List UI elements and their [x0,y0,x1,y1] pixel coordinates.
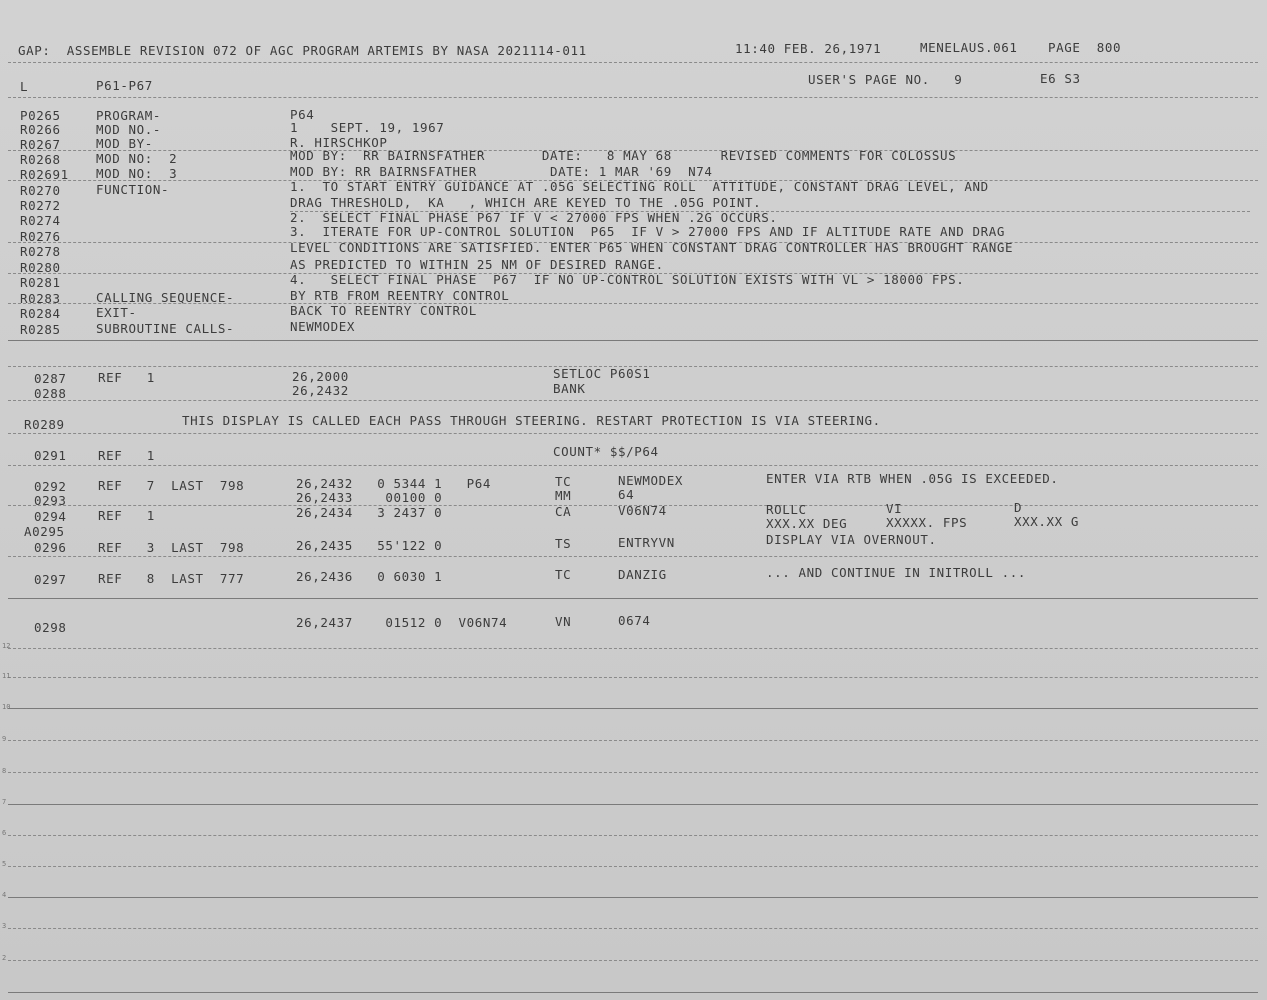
line-text: 1 SEPT. 19, 1967 [290,120,445,135]
code-opcode: CA [555,504,572,519]
line-id: R0285 [20,322,61,337]
line-id: R02691 [20,167,69,182]
divider [8,340,1258,341]
divider [8,465,1258,466]
ruled-line [8,835,1258,836]
code-comment: DISPLAY VIA OVERNOUT. [766,532,937,547]
code-line-id: 0294 [34,509,67,524]
ruled-line [8,804,1258,805]
line-text: R. HIRSCHKOP [290,135,388,150]
code-opcode: TS [555,536,572,551]
ruled-line [8,648,1258,649]
line-text: MOD BY: RR BAIRNSFATHER DATE: 8 MAY 68 REVISED COMMENTS FOR COLOSSUS [290,148,957,163]
line-label: MOD NO.- [96,122,162,137]
line-id: R0272 [20,198,61,213]
display-column-1: ROLLC [766,502,807,517]
code-line-id: 0287 [34,371,67,386]
line-id: R0276 [20,229,61,244]
line-id: R0284 [20,306,61,321]
display-column-1: XXX.XX DEG [766,516,848,531]
code-argument: ENTRYVN [618,535,675,550]
code-ref: REF 1 [98,370,155,385]
ruled-line [8,708,1258,709]
line-id: R0283 [20,291,61,306]
margin-mark: 9 [2,735,7,743]
code-opcode: MM [555,488,572,503]
line-text: P64 [290,107,315,122]
margin-mark: 5 [2,860,7,868]
margin-mark: 8 [2,767,7,775]
divider [8,433,1258,434]
line-text: LEVEL CONDITIONS ARE SATISFIED. ENTER P65 WHEN CONSTANT DRAG CONTROLLER HAS BROUGHT RANGE [290,240,1014,255]
ruled-line [8,866,1258,867]
code-opcode: VN [555,614,572,629]
margin-mark: 12 [2,642,11,650]
code-ref: REF 7 LAST 798 [98,478,245,493]
code-line-id: 0298 [34,620,67,635]
code-address: 26,2432 0 5344 1 P64 [296,476,492,491]
code-address: 26,2000 [292,369,349,384]
code-opcode: TC [555,567,572,582]
display-column-3: D [1014,500,1023,515]
divider [8,598,1258,599]
code-line-id: R0289 [24,417,65,432]
code-line-id: 0296 [34,540,67,555]
line-id: R0267 [20,137,61,152]
code-line-id: 0292 [34,479,67,494]
ruled-line [8,897,1258,898]
ruled-line [8,772,1258,773]
code-address: 26,2434 3 2437 0 [296,505,443,520]
line-id: R0278 [20,244,61,259]
code-address: 26,2436 0 6030 1 [296,569,443,584]
code-ref: REF 8 LAST 777 [98,571,245,586]
margin-mark: 7 [2,798,7,806]
margin-mark: 10 [2,703,11,711]
line-label: SUBROUTINE CALLS- [96,321,235,336]
code-line-id: 0297 [34,572,67,587]
divider [8,400,1258,401]
line-text: 3. ITERATE FOR UP-CONTROL SOLUTION P65 IF V > 27000 FPS AND IF ALTITUDE RATE AND DRAG [290,224,1006,239]
code-operation: SETLOC P60S1 [553,366,651,381]
code-address: 26,2433 00100 0 [296,490,443,505]
ruled-line [8,740,1258,741]
line-text: 2. SELECT FINAL PHASE P67 IF V < 27000 FPS WHEN .2G OCCURS. [290,210,778,225]
header-title: GAP: ASSEMBLE REVISION 072 OF AGC PROGRAM ARTEMIS BY NASA 2021114-011 [18,43,587,58]
header-timestamp: 11:40 FEB. 26,1971 [735,41,882,56]
divider [8,62,1258,63]
code-address: 26,2435 55'122 0 [296,538,443,553]
code-argument: 64 [618,487,635,502]
line-id: R0280 [20,260,61,275]
code-address: 26,2437 01512 0 V06N74 [296,615,508,630]
section-label: P61-P67 [96,78,153,93]
line-label: PROGRAM- [96,108,162,123]
ruled-line [8,960,1258,961]
code-line-id: 0288 [34,386,67,401]
margin-mark: 3 [2,922,7,930]
line-label: FUNCTION- [96,182,170,197]
line-text: DRAG THRESHOLD, KA , WHICH ARE KEYED TO THE .05G POINT. [290,195,762,210]
display-column-2: VI [886,501,903,516]
line-text: 1. TO START ENTRY GUIDANCE AT .05G SELECTING ROLL ATTITUDE, CONSTANT DRAG LEVEL, AND [290,179,989,194]
code-comment: ... AND CONTINUE IN INITROLL ... [766,565,1027,580]
code-ref: REF 3 LAST 798 [98,540,245,555]
line-id: R0281 [20,275,61,290]
margin-mark: 11 [2,672,11,680]
line-text: MOD BY: RR BAIRNSFATHER DATE: 1 MAR '69 N74 [290,164,713,179]
code-comment: ENTER VIA RTB WHEN .05G IS EXCEEDED. [766,471,1059,486]
line-label: MOD NO: 2 [96,151,178,166]
line-label: EXIT- [96,305,137,320]
header-code: E6 S3 [1040,71,1081,86]
line-id: R0268 [20,152,61,167]
line-text: NEWMODEX [290,319,356,334]
header-site: MENELAUS.061 [920,40,1018,55]
code-argument: 0674 [618,613,651,628]
code-address: 26,2432 [292,383,349,398]
line-id: R0274 [20,213,61,228]
margin-mark: 6 [2,829,7,837]
line-id: R0266 [20,122,61,137]
line-text: BY RTB FROM REENTRY CONTROL [290,288,510,303]
line-label: MOD BY- [96,136,153,151]
ruled-line [8,992,1258,993]
code-argument: NEWMODEX [618,473,684,488]
header-page: PAGE 800 [1048,40,1122,55]
margin-mark: 2 [2,954,7,962]
code-operation: BANK [553,381,586,396]
line-text: AS PREDICTED TO WITHIN 25 NM OF DESIRED RANGE. [290,257,664,272]
margin-mark: 4 [2,891,7,899]
users-page-label: USER'S PAGE NO. 9 [808,72,963,87]
divider [8,303,1258,304]
line-label: MOD NO: 3 [96,166,178,181]
code-operation: COUNT* $$/P64 [553,444,659,459]
line-text: BACK TO REENTRY CONTROL [290,303,477,318]
line-text: 4. SELECT FINAL PHASE P67 IF NO UP-CONTROL SOLUTION EXISTS WITH VL > 18000 FPS. [290,272,965,287]
display-column-2: XXXXX. FPS [886,515,968,530]
divider [8,97,1258,98]
line-label: CALLING SEQUENCE- [96,290,235,305]
code-argument: DANZIG [618,567,667,582]
code-comment-line: THIS DISPLAY IS CALLED EACH PASS THROUGH STEERING. RESTART PROTECTION IS VIA STEERING. [182,413,881,428]
ruled-line [8,677,1258,678]
code-ref: REF 1 [98,448,155,463]
code-opcode: TC [555,474,572,489]
line-id: R0270 [20,183,61,198]
code-ref: REF 1 [98,508,155,523]
code-argument: V06N74 [618,503,667,518]
display-column-3: XXX.XX G [1014,514,1080,529]
code-line-id: 0293 [34,493,67,508]
left-marker: L [20,79,29,94]
ruled-line [8,928,1258,929]
line-id: P0265 [20,108,61,123]
code-line-id: 0291 [34,448,67,463]
code-line-id: A0295 [24,524,65,539]
divider [8,556,1258,557]
